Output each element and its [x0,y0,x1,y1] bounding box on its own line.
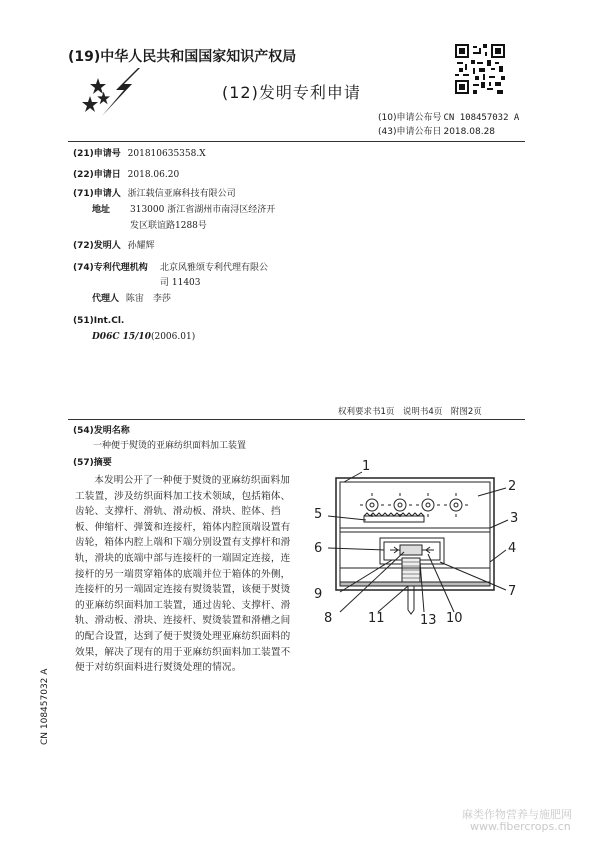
figure-label-5: 5 [314,507,323,522]
title-label: (54)发明名称 [73,426,130,436]
figure-label-6: 6 [314,541,323,556]
abstract-label: (57)摘要 [73,458,112,468]
figure-label-11: 11 [368,611,385,626]
figure-label-8: 8 [324,611,333,626]
invention-title: 一种便于熨烫的亚麻纺织面料加工装置 [93,441,247,451]
applicant: 浙江载信亚麻科技有限公司 [127,189,236,199]
application-date-label: (22)申请日 [73,170,121,180]
abstract-figure [300,450,540,628]
intcl-label: (51)Int.Cl. [73,316,125,326]
side-publication-number: CN 108457032 A [40,668,50,745]
application-number-row [73,148,206,161]
applicant-label: (71)申请人 [73,189,121,199]
document-type: (12)发明专利申请 [222,83,361,102]
agency-line-1: 北京风雅颂专利代理有限公 [160,263,269,273]
application-number: 201810635358.X [127,149,206,159]
applicant-row [73,188,236,201]
publication-date-label: (43)申请公布日 [378,127,442,137]
agent-label: 代理人 [92,294,120,304]
agent: 陈宙 李莎 [125,294,171,304]
application-date-row [73,169,179,182]
figure-label-9: 9 [314,587,323,602]
abstract-text: 本发明公开了一种便于熨烫的亚麻纺织面料加工装置，涉及纺织面料加工技术领域，包括箱体、齿轮、支撑杆、滑轨、滑动板、滑块、腔体、挡板、伸缩杆、弹簧和连接杆，箱体内腔顶端设置有齿轮，箱体内腔上端和下端分别设置有支撑杆和滑轨，滑块的底端中部与连接杆的一端固定连接，连接杆的另一端贯穿箱体的底端并位于箱体的外侧，连接杆的另一端固定连接有熨烫装置，该便于熨烫的亚麻纺织面料加工装置，通过齿轮、支撑杆、滑轨、滑动板、滑块、连接杆、熨烫装置和滑槽之间的配合设置，达到了便于熨烫处理亚麻纺织面料的效果，解决了现有的用于亚麻纺织面料加工装置不便于对纺织面料进行熨烫处理的情况。 [75,475,291,674]
figure-label-10: 10 [446,611,463,626]
application-number-label: (21)申请号 [73,149,121,159]
cnipa-logo [80,66,142,118]
inventor: 孙耀辉 [127,241,155,251]
intcl-code: D06C 15/10 [92,332,151,342]
abstract-body [75,473,295,676]
intcl-row [92,331,195,344]
agency-line-2: 司 11403 [160,278,201,288]
authority-name: (19)中华人民共和国国家知识产权局 [68,49,297,65]
intcl-year: (2006.01) [150,332,196,342]
inventor-row [73,240,155,253]
publication-number: CN 108457032 A [443,113,520,123]
page-counts: 权利要求书1页 说明书4页 附图2页 [338,407,482,417]
address-line-2: 发区联谊路1288号 [130,221,207,231]
publication-date-row [378,126,495,139]
header-divider [68,141,525,142]
publication-number-label: (10)申请公布号 [378,113,442,123]
figure-label-13: 13 [420,613,437,628]
address-line-1: 313000 浙江省湖州市南浔区经济开 [130,205,276,215]
publication-date: 2018.08.28 [443,127,496,137]
inventor-label: (72)发明人 [73,241,121,251]
publication-number-row [378,112,519,125]
agent-row [92,293,171,306]
figure-label-2: 2 [508,479,517,494]
counts-divider [68,419,525,420]
application-date: 2018.06.20 [127,170,180,180]
figure-label-3: 3 [510,511,519,526]
agency-label: (74)专利代理机构 [73,263,148,273]
watermark-title: 麻类作物营养与施肥网 [462,808,572,821]
figure-label-1: 1 [362,459,371,474]
figure-label-7: 7 [508,584,517,599]
figure-label-4: 4 [508,541,517,556]
qr-code [455,44,505,94]
watermark-url: www.fibercrops.cn [470,820,571,833]
address-label: 地址 [92,205,111,215]
